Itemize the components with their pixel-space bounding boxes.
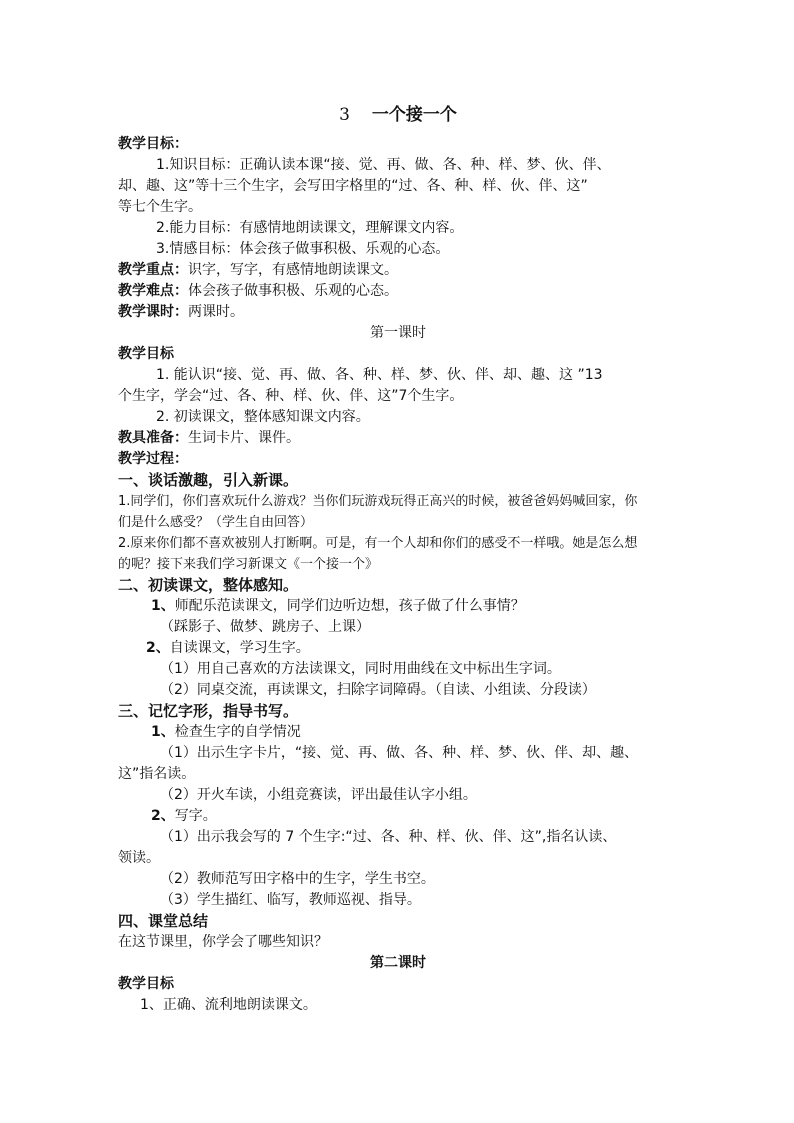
section-2-step-2 bbox=[118, 638, 678, 659]
section-1-para-1-line-2: 们是什么感受？（学生自由回答） bbox=[118, 515, 314, 530]
lesson-1-goal-1-line-1: 1. 能认识“接、觉、再、做、各、种、样、梦、伙、伴、却、趣、这 ”13 bbox=[156, 367, 603, 383]
lesson-title-text: 一个接一个 bbox=[371, 105, 457, 125]
section-2-step-2-item-1: （1）用自己喜欢的方法读课文，同时用曲线在文中标出生字词。 bbox=[160, 661, 561, 677]
teaching-aids-label: 教具准备： bbox=[118, 430, 188, 446]
section-3-step-1-text: 检查生字的自学情况 bbox=[174, 724, 301, 740]
section-2-step-1-text: 师配乐范读课文，同学们边听边想，孩子做了什么事情？ bbox=[174, 598, 525, 614]
section-3-step-1-item-1-line-2: 这”指名读。 bbox=[118, 766, 196, 782]
section-2-step-1 bbox=[118, 596, 678, 617]
goal-3: 3.情感目标：体会孩子做事积极、乐观的心态。 bbox=[156, 241, 450, 257]
lesson-1-goal-1-line-2: 个生字，学会“过、各、种、样、伙、伴、这”7个生字。 bbox=[118, 388, 464, 404]
section-3-step-1-item-1-line-1: （1）出示生字卡片，“接、觉、再、做、各、种、样、梦、伙、伴、却、趣、 bbox=[160, 745, 639, 761]
section-3-step-1-number: 1、 bbox=[151, 724, 175, 740]
section-2-title: 二、初读课文，整体感知。 bbox=[118, 576, 299, 594]
lesson-2-heading: 第二课时 bbox=[370, 955, 426, 971]
difficulty-label: 教学难点： bbox=[118, 283, 188, 299]
section-2-step-2-number: 2、 bbox=[146, 640, 170, 656]
section-3-step-2-text: 写字。 bbox=[174, 808, 217, 824]
lesson-2-goal-1: 1、正确、流利地朗读课文。 bbox=[140, 997, 317, 1013]
goal-1-line-1: 1.知识目标：正确认读本课“接、觉、再、做、各、种、样、梦、伙、伴、 bbox=[156, 157, 611, 173]
lesson-1-goal-2: 2. 初读课文，整体感知课文内容。 bbox=[156, 409, 370, 425]
goal-2: 2.能力目标：有感情地朗读课文，理解课文内容。 bbox=[156, 220, 464, 236]
lesson-2-goals-label: 教学目标 bbox=[118, 976, 174, 992]
difficulty-text: 体会孩子做事积极、乐观的心态。 bbox=[188, 283, 398, 299]
lesson-number: 3 bbox=[339, 105, 350, 125]
lesson-1-goals-label: 教学目标 bbox=[118, 346, 174, 362]
teaching-aids bbox=[118, 428, 678, 449]
section-1-para-2-line-2: 的呢？接下来我们学习新课文《一个接一个》 bbox=[118, 557, 379, 572]
teaching-goals-heading: 教学目标： bbox=[118, 136, 188, 152]
period bbox=[118, 302, 678, 323]
teaching-aids-text: 生词卡片、课件。 bbox=[188, 430, 300, 446]
section-1-para-2-line-1: 2.原来你们都不喜欢被别人打断啊。可是，有一个人却和你们的感受不一样哦。她是怎么想 bbox=[118, 536, 638, 551]
section-2-step-2-text: 自读课文，学习生字。 bbox=[169, 640, 310, 656]
lesson-1-heading: 第一课时 bbox=[370, 325, 426, 341]
section-3-step-2-item-2: （2）教师范写田字格中的生字，学生书空。 bbox=[160, 871, 435, 887]
section-3-step-2-item-1-line-2: 领读。 bbox=[118, 850, 160, 866]
section-3-step-1-item-2: （2）开火车读，小组竞赛读，评出最佳认字小组。 bbox=[160, 787, 477, 803]
period-label: 教学课时： bbox=[118, 304, 188, 320]
section-4-title: 四、课堂总结 bbox=[118, 912, 209, 930]
section-2-step-1-number: 1、 bbox=[151, 598, 175, 614]
section-3-step-1 bbox=[118, 722, 678, 743]
section-1-title: 一、谈话激趣，引入新课。 bbox=[118, 471, 299, 489]
document-page bbox=[118, 100, 678, 1016]
section-1-para-1-line-1: 1.同学们，你们喜欢玩什么游戏？当你们玩游戏玩得正高兴的时候，被爸爸妈妈喊回家，你 bbox=[118, 494, 638, 509]
period-text: 两课时。 bbox=[188, 304, 244, 320]
key-point-label: 教学重点： bbox=[118, 262, 188, 278]
section-2-step-1-answer: （踩影子、做梦、跳房子、上课） bbox=[160, 619, 370, 635]
key-point bbox=[118, 260, 678, 281]
key-point-text: 识字，写字，有感情地朗读课文。 bbox=[188, 262, 398, 278]
goal-1-line-2: 却、趣、这”等十三个生字，会写田字格里的“过、各、种、样、伙、伴、这” bbox=[118, 178, 588, 194]
section-3-step-2-number: 2、 bbox=[151, 808, 175, 824]
lesson-title bbox=[118, 100, 678, 130]
goal-1-line-3: 等七个生字。 bbox=[118, 199, 202, 215]
section-3-step-2-item-3: （3）学生描红、临写，教师巡视、指导。 bbox=[160, 892, 421, 908]
section-3-step-2-item-1-line-1: （1）出示我会写的 7 个生字:“过、各、种、样、伙、伴、这”,指名认读、 bbox=[160, 829, 617, 845]
section-3-step-2 bbox=[118, 806, 678, 827]
difficulty bbox=[118, 281, 678, 302]
teaching-process-label: 教学过程： bbox=[118, 451, 188, 467]
section-4-text: 在这节课里，你学会了哪些知识？ bbox=[118, 934, 328, 950]
section-3-title: 三、记忆字形，指导书写。 bbox=[118, 702, 299, 720]
section-2-step-2-item-2: （2）同桌交流，再读课文，扫除字词障碍。（自读、小组读、分段读） bbox=[160, 682, 596, 698]
